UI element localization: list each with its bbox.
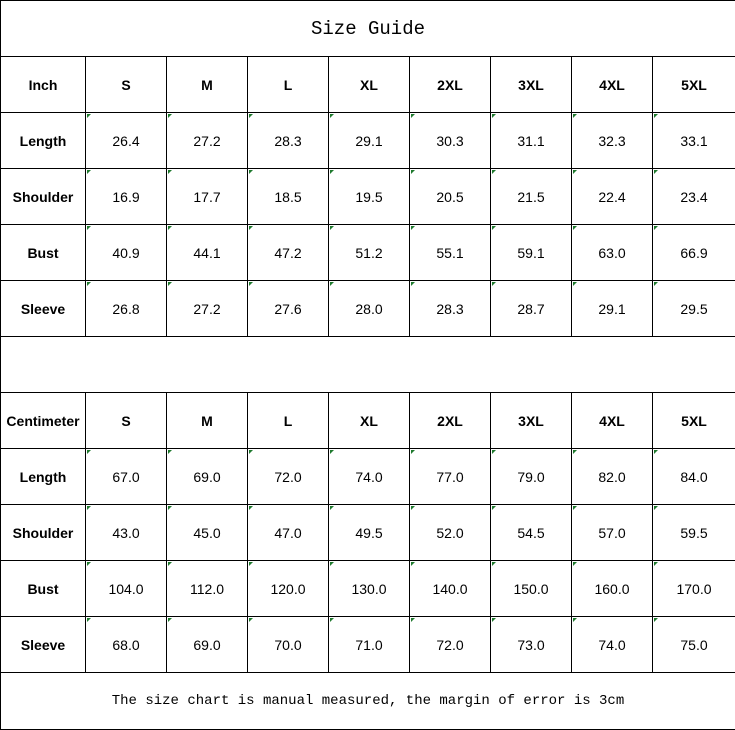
table-cell: 54.5	[491, 505, 572, 561]
measurement-note: The size chart is manual measured, the margin of error is 3cm	[1, 673, 735, 730]
table-title: Size Guide	[1, 1, 735, 57]
table-cell: 22.4	[572, 169, 653, 225]
size-header: 5XL	[653, 57, 735, 113]
table-cell: 74.0	[572, 617, 653, 673]
table-cell: 21.5	[491, 169, 572, 225]
size-header: 5XL	[653, 393, 735, 449]
table-cell: 29.1	[329, 113, 410, 169]
size-header: 3XL	[491, 57, 572, 113]
centimeter-unit-label: Centimeter	[1, 393, 86, 449]
size-header: 4XL	[572, 393, 653, 449]
size-header: 4XL	[572, 57, 653, 113]
table-cell: 19.5	[329, 169, 410, 225]
table-cell: 140.0	[410, 561, 491, 617]
table-cell: 31.1	[491, 113, 572, 169]
table-cell: 40.9	[86, 225, 167, 281]
table-cell: 55.1	[410, 225, 491, 281]
table-row	[1, 561, 735, 617]
size-header: L	[248, 393, 329, 449]
table-cell: 49.5	[329, 505, 410, 561]
size-header: M	[167, 393, 248, 449]
table-cell: 20.5	[410, 169, 491, 225]
table-row	[1, 449, 735, 505]
spacer-row	[1, 337, 735, 393]
table-cell: 16.9	[86, 169, 167, 225]
table-cell: 27.6	[248, 281, 329, 337]
table-cell: 30.3	[410, 113, 491, 169]
size-header: 2XL	[410, 57, 491, 113]
table-cell: 75.0	[653, 617, 735, 673]
table-cell: 66.9	[653, 225, 735, 281]
row-label: Sleeve	[1, 617, 86, 673]
title-row	[1, 1, 735, 57]
table-row	[1, 225, 735, 281]
table-row	[1, 617, 735, 673]
size-header: L	[248, 57, 329, 113]
spacer-cell	[1, 337, 735, 393]
size-header: 3XL	[491, 393, 572, 449]
table-cell: 84.0	[653, 449, 735, 505]
table-cell: 52.0	[410, 505, 491, 561]
table-cell: 59.1	[491, 225, 572, 281]
table-row	[1, 113, 735, 169]
table-cell: 27.2	[167, 113, 248, 169]
table-cell: 69.0	[167, 617, 248, 673]
size-header: S	[86, 57, 167, 113]
table-cell: 160.0	[572, 561, 653, 617]
table-cell: 28.7	[491, 281, 572, 337]
table-cell: 130.0	[329, 561, 410, 617]
table-row	[1, 169, 735, 225]
table-cell: 68.0	[86, 617, 167, 673]
table-cell: 28.3	[410, 281, 491, 337]
inch-unit-label: Inch	[1, 57, 86, 113]
inch-header-row	[1, 57, 735, 113]
row-label: Bust	[1, 561, 86, 617]
table-cell: 28.0	[329, 281, 410, 337]
row-label: Bust	[1, 225, 86, 281]
table-cell: 26.4	[86, 113, 167, 169]
table-cell: 69.0	[167, 449, 248, 505]
table-cell: 51.2	[329, 225, 410, 281]
size-header: 2XL	[410, 393, 491, 449]
table-cell: 112.0	[167, 561, 248, 617]
table-cell: 73.0	[491, 617, 572, 673]
note-row	[1, 673, 735, 730]
size-header: XL	[329, 57, 410, 113]
row-label: Sleeve	[1, 281, 86, 337]
table-cell: 47.2	[248, 225, 329, 281]
size-header: M	[167, 57, 248, 113]
table-cell: 82.0	[572, 449, 653, 505]
table-row	[1, 281, 735, 337]
table-cell: 28.3	[248, 113, 329, 169]
table-cell: 120.0	[248, 561, 329, 617]
row-label: Length	[1, 113, 86, 169]
table-cell: 57.0	[572, 505, 653, 561]
table-cell: 170.0	[653, 561, 735, 617]
table-cell: 32.3	[572, 113, 653, 169]
table-cell: 79.0	[491, 449, 572, 505]
table-cell: 150.0	[491, 561, 572, 617]
table-cell: 70.0	[248, 617, 329, 673]
table-cell: 23.4	[653, 169, 735, 225]
table-cell: 72.0	[410, 617, 491, 673]
row-label: Length	[1, 449, 86, 505]
table-cell: 27.2	[167, 281, 248, 337]
table-row	[1, 505, 735, 561]
size-header: XL	[329, 393, 410, 449]
row-label: Shoulder	[1, 505, 86, 561]
table-cell: 63.0	[572, 225, 653, 281]
table-cell: 29.1	[572, 281, 653, 337]
table-cell: 26.8	[86, 281, 167, 337]
table-cell: 59.5	[653, 505, 735, 561]
size-header: S	[86, 393, 167, 449]
centimeter-header-row	[1, 393, 735, 449]
table-cell: 74.0	[329, 449, 410, 505]
table-cell: 29.5	[653, 281, 735, 337]
table-cell: 77.0	[410, 449, 491, 505]
row-label: Shoulder	[1, 169, 86, 225]
table-cell: 71.0	[329, 617, 410, 673]
table-cell: 18.5	[248, 169, 329, 225]
table-cell: 43.0	[86, 505, 167, 561]
table-cell: 17.7	[167, 169, 248, 225]
table-cell: 45.0	[167, 505, 248, 561]
table-cell: 104.0	[86, 561, 167, 617]
table-cell: 72.0	[248, 449, 329, 505]
table-cell: 47.0	[248, 505, 329, 561]
table-cell: 67.0	[86, 449, 167, 505]
table-cell: 33.1	[653, 113, 735, 169]
table-cell: 44.1	[167, 225, 248, 281]
